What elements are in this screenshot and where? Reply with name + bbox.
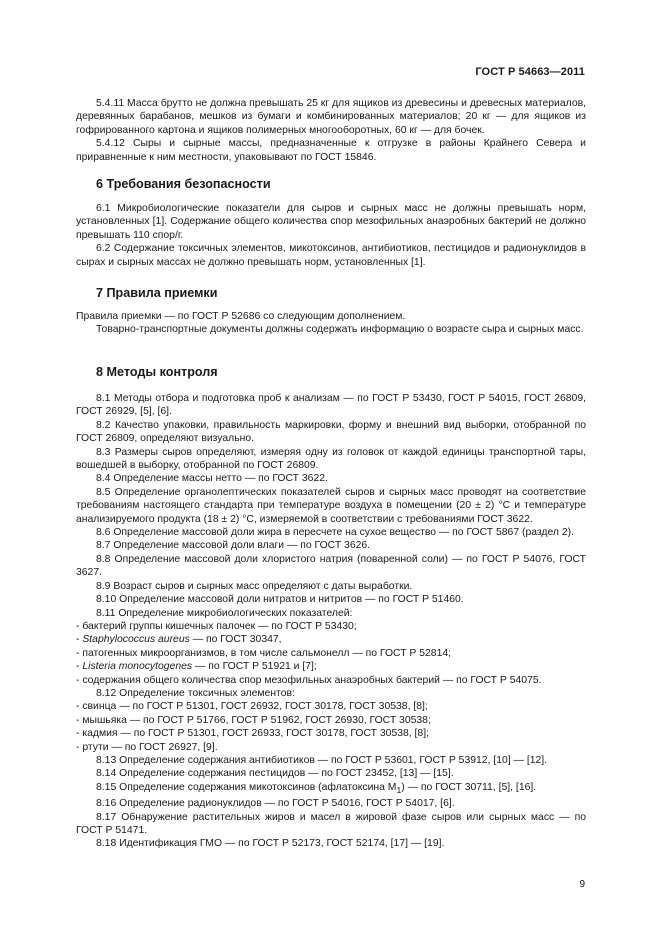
paragraph-8-13: 8.13 Определение содержания антибиотиков — по ГОСТ Р 53601, ГОСТ Р 53912, [10] — [12].: [96, 754, 548, 766]
list-item-micro-3: - патогенных микроорганизмов, в том числе сальмонелл — по ГОСТ Р 52814;: [76, 647, 452, 659]
list-item-micro-2: - Staphylococcus aureus — по ГОСТ 30347,: [76, 634, 282, 646]
paragraph-8-12: 8.12 Определение токсичных элементов:: [96, 687, 295, 699]
paragraph-8-1: 8.1 Методы отбора и подготовка проб к анализам — по ГОСТ Р 53430, ГОСТ Р 54015, ГОСТ 26809, ГОСТ 26929, [5], [6].: [76, 393, 586, 418]
paragraph-8-8: 8.8 Определение массовой доли хлористого натрия (поваренной соли) — по ГОСТ Р 54076, ГОСТ 3627.: [76, 553, 586, 579]
section-5-continuation: [76, 97, 586, 164]
latin-name-listeria: Listeria monocytogenes: [82, 661, 193, 673]
section-8-body: [76, 392, 586, 851]
paragraph-8-7: 8.7 Определение массовой доли влаги — по ГОСТ 3626.: [96, 540, 371, 552]
latin-name-staphylococcus: Staphylococcus aureus: [82, 634, 190, 646]
paragraph-6-2: 6.2 Содержание токсичных элементов, микотоксинов, антибиотиков, пестицидов и радионуклидов в сырах и сырных массах не должно превышать норм, установленных [1].: [76, 243, 586, 268]
paragraph-5-4-11: 5.4.11 Масса брутто не должна превышать 25 кг для ящиков из древесины и древесных материалов, деревянных барабанов, мешков из бумаги и комбинированных материалов; 20 кг — для ящиков из гофрированного картона и ящиков полимерных многооборотных, 60 кг — для бочек.: [76, 98, 586, 136]
list-item-toxic-4: - ртути — по ГОСТ 26927, [9].: [76, 741, 218, 753]
paragraph-5-4-12: 5.4.12 Сыры и сырные массы, предназначенные к отгрузке в районы Крайнего Севера и приравненные к ним местности, упаковывают по ГОСТ 15846.: [76, 138, 586, 163]
subscript-index: 1: [396, 784, 402, 795]
list-item-toxic-3: - кадмия — по ГОСТ Р 51301, ГОСТ 26933, ГОСТ 30178, ГОСТ 30538, [8];: [76, 728, 429, 740]
page-number: 9: [579, 879, 585, 890]
paragraph-8-2: 8.2 Качество упаковки, правильность маркировки, форму и внешний вид выборки, отобранной по ГОСТ 26809, определяют визуально.: [76, 419, 586, 445]
paragraph-8-10: 8.10 Определение массовой доли нитратов и нитритов — по ГОСТ Р 51460.: [96, 594, 464, 606]
paragraph-8-17: 8.17 Обнаружение растительных жиров и масел в жировой фазе сыров или сырных масс — по ГОСТ Р 51471.: [76, 811, 586, 837]
document-header-id: ГОСТ Р 54663—2011: [475, 66, 585, 78]
list-item-micro-2-ref: — по ГОСТ 30347,: [189, 634, 282, 646]
paragraph-8-15: [76, 781, 586, 797]
paragraph-8-9: 8.9 Возраст сыров и сырных масс определяют с даты выработки.: [96, 580, 413, 592]
list-item-micro-4: - Listeria monocytogenes — по ГОСТ Р 51921 и [7];: [76, 661, 317, 673]
section-7-heading: 7 Правила приемки: [96, 286, 218, 300]
paragraph-8-14: 8.14 Определение содержания пестицидов — по ГОСТ 23452, [13] — [15].: [96, 768, 454, 780]
list-item-micro-1: - бактерий группы кишечных палочек — по ГОСТ Р 53430;: [76, 620, 357, 632]
section-8-heading: 8 Методы контроля: [96, 365, 218, 379]
paragraph-8-15-text: 8.15 Определение содержания микотоксинов (афлатоксина М: [96, 781, 397, 793]
paragraph-8-5: 8.5 Определение органолептических показателей сыров и сырных масс проводят на соответствие требованиям настоящего стандарта при температуре воздуха в помещении (20 ± 2) °С и температуре анализируемого продукта (18 ± 2) °С, измеряемой в соответствии с требованиями ГОСТ 3622.: [76, 486, 586, 525]
list-item-micro-5: - содержания общего количества спор мезофильных анаэробных бактерий — по ГОСТ Р 54075.: [76, 674, 542, 686]
section-6-body: [76, 202, 586, 269]
paragraph-8-18: 8.18 Идентификация ГМО — по ГОСТ Р 52173, ГОСТ 52174, [17] — [19].: [96, 838, 445, 850]
section-6-heading: 6 Требования безопасности: [96, 177, 271, 191]
paragraph-8-4: 8.4 Определение массы нетто — по ГОСТ 3622.: [96, 473, 328, 485]
list-item-toxic-1: - свинца — по ГОСТ Р 51301, ГОСТ 26932, ГОСТ 30178, ГОСТ 30538, [8];: [76, 701, 428, 713]
paragraph-8-16: 8.16 Определение радионуклидов — по ГОСТ Р 54016, ГОСТ Р 54017, [6].: [96, 798, 455, 810]
list-item-micro-4-ref: — по ГОСТ Р 51921 и [7];: [192, 661, 317, 673]
paragraph-8-6: 8.6 Определение массовой доли жира в пересчете на сухое вещество — по ГОСТ 5867 (раздел 2).: [96, 527, 574, 539]
paragraph-7-2: Товарно-транспортные документы должны содержать информацию о возрасте сыра и сырных масс.: [96, 324, 584, 336]
paragraph-7-1: Правила приемки — по ГОСТ Р 52686 со следующим дополнением.: [76, 311, 406, 322]
section-7-body: [76, 310, 586, 337]
paragraph-6-1: 6.1 Микробиологические показатели для сыров и сырных масс не должны превышать норм, установленных [1]. Содержание общего количества спор мезофильных анаэробных бактерий не должно превышать 110 спор/г.: [76, 203, 586, 241]
paragraph-8-11: 8.11 Определение микробиологических показателей:: [96, 607, 353, 619]
list-item-toxic-2: - мышьяка — по ГОСТ Р 51766, ГОСТ Р 51962, ГОСТ 26930, ГОСТ 30538;: [76, 714, 431, 726]
paragraph-8-15-ref: ) — по ГОСТ 30711, [5], [16].: [401, 781, 537, 793]
paragraph-8-3: 8.3 Размеры сыров определяют, измеряя одну из головок от каждой единицы транспортной тары, вошедшей в выборку, отобранной по ГОСТ 26809.: [76, 446, 586, 472]
